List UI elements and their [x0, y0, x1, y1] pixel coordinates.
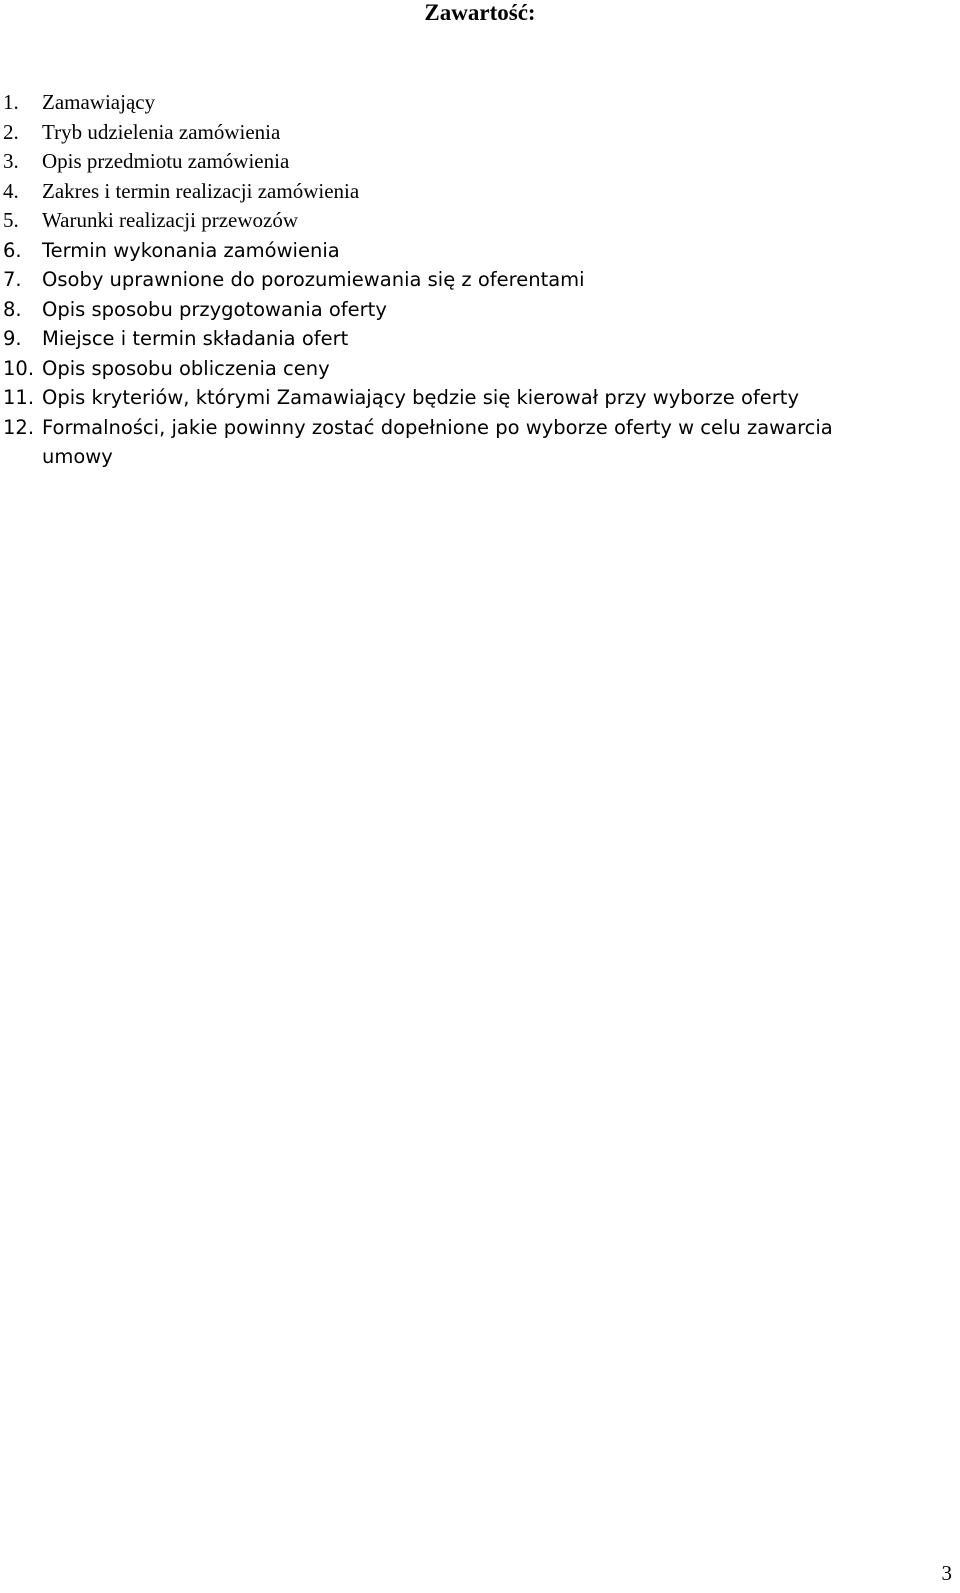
toc-item-text: Opis kryteriów, którymi Zamawiający będzie się kierował przy wyborze oferty [42, 386, 799, 409]
toc-item-text: Tryb udzielenia zamówienia [42, 119, 281, 144]
toc-item-number: 12. [3, 415, 35, 439]
toc-item-number: 10. [3, 356, 35, 380]
toc-item-text: Osoby uprawnione do porozumiewania się z oferentami [42, 268, 585, 291]
toc-item-number: 3. [3, 149, 19, 173]
toc-item [0, 265, 960, 295]
toc-item [0, 354, 960, 384]
table-of-contents [0, 88, 960, 472]
toc-item-text: Opis sposobu przygotowania oferty [42, 297, 387, 321]
toc-item-number: 1. [3, 90, 19, 114]
toc-item [0, 118, 960, 148]
toc-item-text: Zakres i termin realizacji zamówienia [42, 178, 360, 203]
toc-item-number: 5. [3, 208, 19, 232]
toc-item-number: 8. [3, 297, 22, 321]
page-title: Zawartość: [424, 0, 536, 25]
toc-item-number: 11. [3, 386, 35, 409]
toc-item [0, 206, 960, 236]
toc-item [0, 236, 960, 266]
toc-item-text: Formalności, jakie powinny zostać dopełnione po wyborze oferty w celu zawarcia umowy [42, 415, 833, 468]
toc-item [0, 295, 960, 325]
toc-item-text: Termin wykonania zamówienia [42, 238, 340, 262]
page-number: 3 [941, 1561, 952, 1585]
toc-item-text: Opis sposobu obliczenia ceny [42, 356, 330, 380]
toc-item-text: Zamawiający [42, 90, 156, 114]
toc-item-number: 4. [3, 178, 19, 203]
toc-item [0, 383, 960, 413]
toc-item [0, 324, 960, 354]
toc-item [0, 88, 960, 118]
toc-item [0, 413, 960, 472]
toc-item-number: 2. [3, 119, 19, 144]
toc-item-text: Miejsce i termin składania ofert [42, 327, 349, 350]
toc-item-number: 9. [3, 327, 22, 350]
toc-item [0, 147, 960, 177]
toc-item-text: Warunki realizacji przewozów [42, 208, 299, 232]
toc-item-text: Opis przedmiotu zamówienia [42, 149, 290, 173]
toc-item-number: 6. [3, 238, 22, 262]
toc-item-number: 7. [3, 268, 22, 291]
toc-item [0, 177, 960, 207]
